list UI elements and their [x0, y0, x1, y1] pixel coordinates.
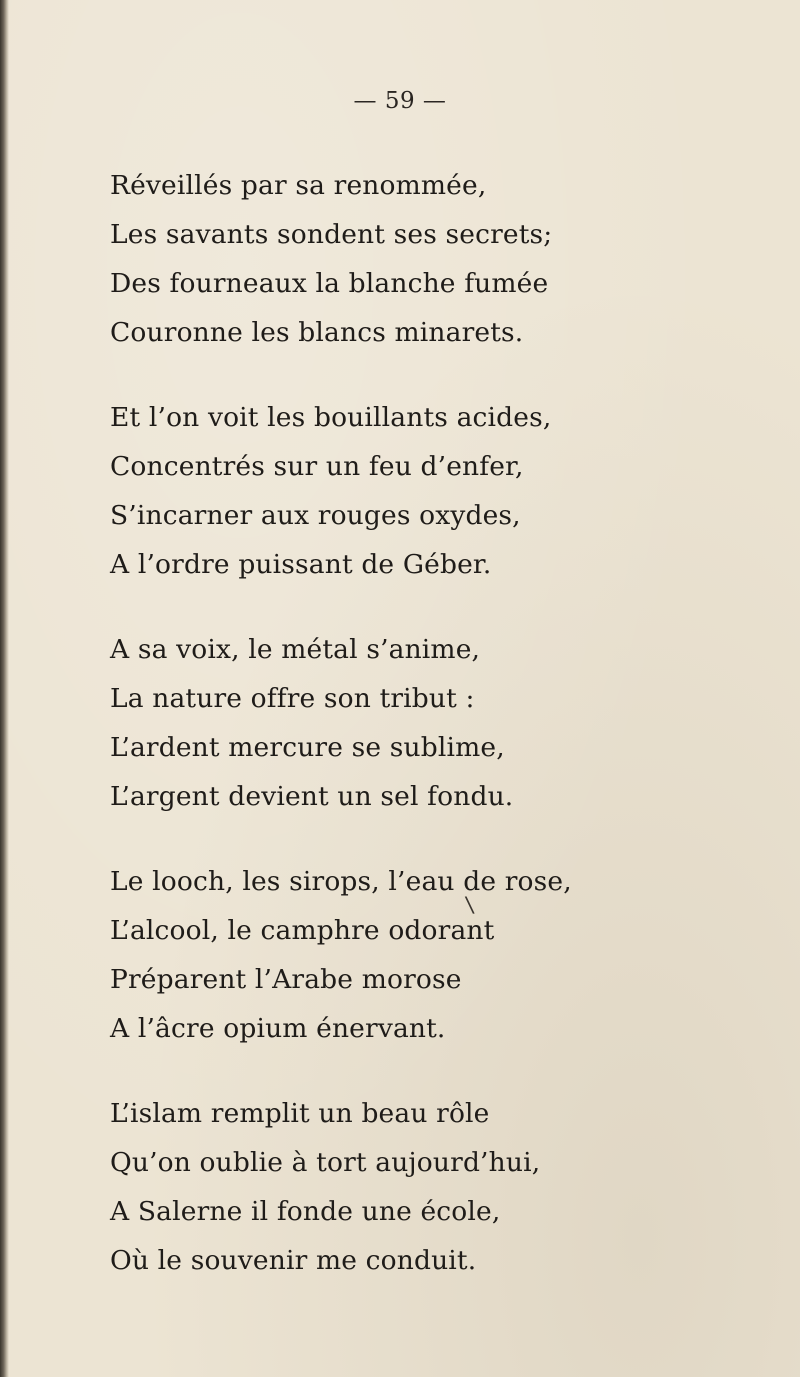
page-binding-edge	[0, 0, 9, 1377]
poem-line: S’incarner aux rouges oxydes,	[110, 500, 521, 531]
poem-line: Les savants sondent ses secrets;	[110, 219, 553, 250]
poem-line: A l’âcre opium énervant.	[110, 1013, 446, 1044]
poem-line: Préparent l’Arabe morose	[110, 964, 462, 995]
poem-line: Des fourneaux la blanche fumée	[110, 268, 549, 299]
poem-body	[110, 166, 770, 1326]
stanza-5	[110, 1094, 770, 1290]
poem-line: Le looch, les sirops, l’eau de rose,	[110, 866, 572, 897]
stanza-1	[110, 166, 770, 362]
poem-line: L’islam remplit un beau rôle	[110, 1098, 490, 1129]
poem-line: A sa voix, le métal s’anime,	[110, 634, 481, 665]
poem-line: A Salerne il fonde une école,	[110, 1196, 501, 1227]
poem-line: L’ardent mercure se sublime,	[110, 732, 505, 763]
stanza-2	[110, 398, 770, 594]
stanza-3	[110, 630, 770, 826]
poem-line: L’alcool, le camphre odorant	[110, 915, 495, 946]
poem-line: Réveillés par sa renommée,	[110, 170, 487, 201]
poem-line: Concentrés sur un feu d’enfer,	[110, 451, 524, 482]
poem-line: Où le souvenir me conduit.	[110, 1245, 477, 1276]
poem-line: A l’ordre puissant de Géber.	[110, 549, 492, 580]
margin-check-mark: \	[464, 892, 476, 919]
poem-line: Couronne les blancs minarets.	[110, 317, 524, 348]
poem-line: Qu’on oublie à tort aujourd’hui,	[110, 1147, 541, 1178]
poem-line: L’argent devient un sel fondu.	[110, 781, 514, 812]
page-number-header: — 59 —	[353, 88, 447, 114]
poem-line: Et l’on voit les bouillants acides,	[110, 402, 552, 433]
poem-line: La nature offre son tribut :	[110, 683, 475, 714]
stanza-4	[110, 862, 770, 1058]
